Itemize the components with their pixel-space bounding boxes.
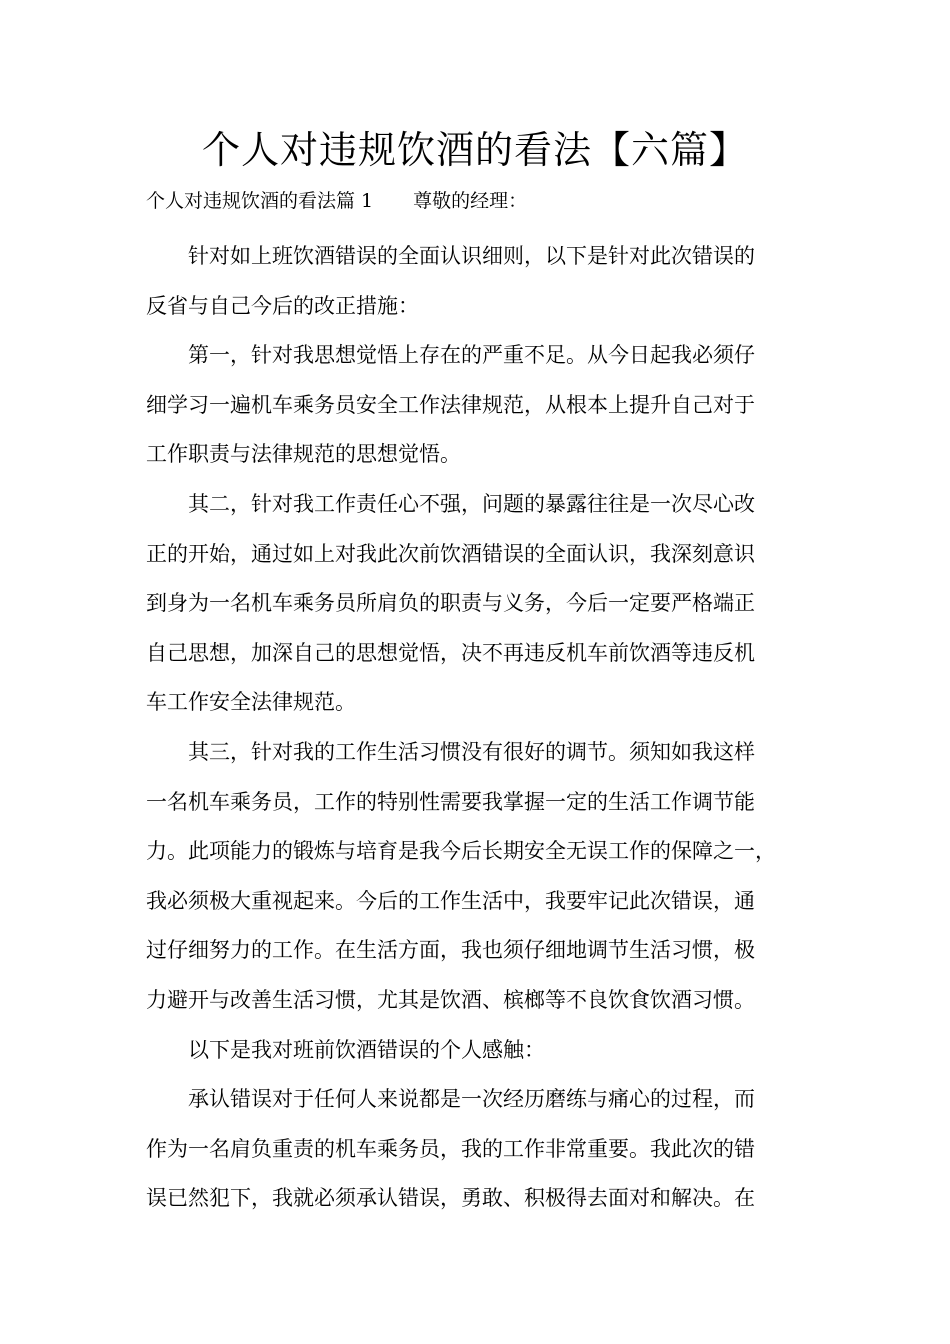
text-line: 针对如上班饮酒错误的全面认识细则，以下是针对此次错误的 — [146, 244, 755, 268]
document-title: 个人对违规饮酒的看法【六篇】 — [201, 128, 748, 172]
text-line: 一名机车乘务员，工作的特别性需要我掌握一定的生活工作调节能 — [146, 789, 755, 814]
document-body — [146, 232, 810, 1224]
paragraph — [146, 331, 810, 480]
text-line: 我必须极大重视起来。今后的工作生活中，我要牢记此次错误，通 — [146, 888, 755, 913]
text-line: 误已然犯下，我就必须承认错误，勇敢、积极得去面对和解决。在 — [146, 1186, 755, 1211]
text-line: 过仔细努力的工作。在生活方面，我也须仔细地调节生活习惯，极 — [146, 938, 755, 963]
text-line: 其二，针对我工作责任心不强，问题的暴露往往是一次尽心改 — [146, 491, 755, 516]
text-line: 其三，针对我的工作生活习惯没有很好的调节。须知如我这样 — [146, 739, 755, 764]
text-line: 细学习一遍机车乘务员安全工作法律规范，从根本上提升自己对于 — [146, 392, 755, 417]
text-line: 承认错误对于任何人来说都是一次经历磨练与痛心的过程，而 — [146, 1087, 755, 1112]
text-line: 车工作安全法律规范。 — [146, 690, 356, 715]
section-header — [146, 186, 527, 216]
paragraph — [146, 1026, 810, 1076]
text-line: 作为一名肩负重责的机车乘务员，我的工作非常重要。我此次的错 — [146, 1136, 755, 1161]
text-line: 到身为一名机车乘务员所肩负的职责与义务，今后一定要严格端正 — [146, 591, 755, 616]
text-line: 正的开始，通过如上对我此次前饮酒错误的全面认识，我深刻意识 — [146, 541, 755, 566]
paragraph — [146, 1075, 810, 1224]
greeting: 尊敬的经理： — [413, 190, 528, 212]
text-line: 工作职责与法律规范的思想觉悟。 — [146, 442, 461, 467]
text-line: 力。此项能力的锻炼与培育是我今后长期安全无误工作的保障之一， — [146, 839, 776, 864]
text-line: 力避开与改善生活习惯，尤其是饮酒、槟榔等不良饮食饮酒习惯。 — [146, 987, 755, 1012]
paragraph — [146, 480, 810, 728]
paragraph — [146, 232, 810, 331]
text-line: 第一，针对我思想觉悟上存在的严重不足。从今日起我必须仔 — [146, 343, 755, 368]
text-line: 自己思想，加深自己的思想觉悟，决不再违反机车前饮酒等违反机 — [146, 640, 755, 665]
text-line: 反省与自己今后的改正措施： — [146, 293, 419, 318]
section-label: 个人对违规饮酒的看法篇 1 — [146, 190, 374, 212]
paragraph — [146, 728, 810, 1026]
text-line: 以下是我对班前饮酒错误的个人感触： — [146, 1037, 545, 1062]
